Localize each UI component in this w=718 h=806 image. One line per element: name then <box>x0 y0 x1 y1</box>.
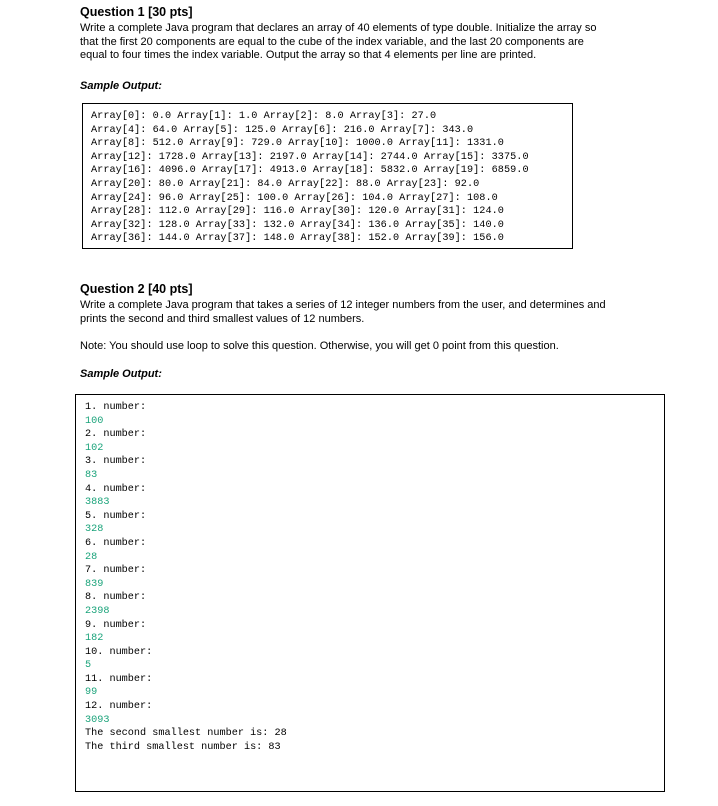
prompt-line: 9. number: <box>85 619 147 631</box>
question-2-sample-output-box <box>75 394 665 792</box>
input-line: 2398 <box>85 605 110 617</box>
question-2-note: Note: You should use loop to solve this question. Otherwise, you will get 0 point from this question. <box>80 340 559 352</box>
input-line: 102 <box>85 442 104 454</box>
output-line: Array[20]: 80.0 Array[21]: 84.0 Array[22]: 88.0 Array[23]: 92.0 <box>91 178 480 190</box>
question-2-sample-label: Sample Output: <box>80 368 162 380</box>
output-line: Array[16]: 4096.0 Array[17]: 4913.0 Array[18]: 5832.0 Array[19]: 6859.0 <box>91 165 529 177</box>
output-line: Array[4]: 64.0 Array[5]: 125.0 Array[6]: 216.0 Array[7]: 343.0 <box>91 124 474 136</box>
prompt-line: 6. number: <box>85 537 147 549</box>
prompt-line: 5. number: <box>85 510 147 522</box>
prompt-line: 3. number: <box>85 456 147 468</box>
result-line-third-smallest: The third smallest number is: 83 <box>85 741 281 753</box>
input-line: 28 <box>85 551 98 563</box>
input-line: 328 <box>85 524 104 536</box>
prompt-line: 1. number: <box>85 402 147 413</box>
output-line: Array[24]: 96.0 Array[25]: 100.0 Array[26]: 104.0 Array[27]: 108.0 <box>91 192 498 204</box>
input-line: 839 <box>85 578 104 590</box>
input-line: 83 <box>85 469 98 481</box>
output-line: Array[0]: 0.0 Array[1]: 1.0 Array[2]: 8.0 Array[3]: 27.0 <box>91 111 437 122</box>
output-line: Array[32]: 128.0 Array[33]: 132.0 Array[34]: 136.0 Array[35]: 140.0 <box>91 219 504 231</box>
input-line: 3883 <box>85 497 110 509</box>
prompt-line: 11. number: <box>85 673 153 685</box>
output-line: Array[36]: 144.0 Array[37]: 148.0 Array[38]: 152.0 Array[39]: 156.0 <box>91 233 504 245</box>
question-1-sample-label: Sample Output: <box>80 80 162 92</box>
question-2-text-line-1: Write a complete Java program that takes a series of 12 integer numbers from the user, and determines and <box>80 299 606 311</box>
prompt-line: 7. number: <box>85 565 147 577</box>
prompt-line: 4. number: <box>85 483 147 495</box>
input-line: 5 <box>85 660 92 672</box>
prompt-line: 2. number: <box>85 429 147 441</box>
output-line: Array[28]: 112.0 Array[29]: 116.0 Array[30]: 120.0 Array[31]: 124.0 <box>91 206 504 218</box>
question-1-sample-output-box <box>82 103 573 249</box>
output-line: Array[8]: 512.0 Array[9]: 729.0 Array[10]: 1000.0 Array[11]: 1331.0 <box>91 138 504 150</box>
question-2-title: Question 2 [40 pts] <box>80 282 193 296</box>
input-line: 100 <box>85 415 104 427</box>
question-1-text-line-2: that the first 20 components are equal to the cube of the index variable, and the last 20 components are <box>80 36 584 48</box>
question-1-text-line-1: Write a complete Java program that declares an array of 40 elements of type double. Initialize the array so <box>80 22 597 34</box>
input-line: 182 <box>85 633 104 645</box>
input-line: 99 <box>85 687 98 699</box>
input-line: 3093 <box>85 714 110 726</box>
prompt-line: 10. number: <box>85 646 153 658</box>
question-2-text-line-2: prints the second and third smallest values of 12 numbers. <box>80 313 365 325</box>
output-line: Array[12]: 1728.0 Array[13]: 2197.0 Array[14]: 2744.0 Array[15]: 3375.0 <box>91 151 529 163</box>
prompt-line: 8. number: <box>85 592 147 604</box>
prompt-line: 12. number: <box>85 701 153 713</box>
question-1-title: Question 1 [30 pts] <box>80 5 193 19</box>
result-line-second-smallest: The second smallest number is: 28 <box>85 728 287 740</box>
question-1-text-line-3: equal to four times the index variable. Output the array so that 4 elements per line are printed. <box>80 49 537 61</box>
